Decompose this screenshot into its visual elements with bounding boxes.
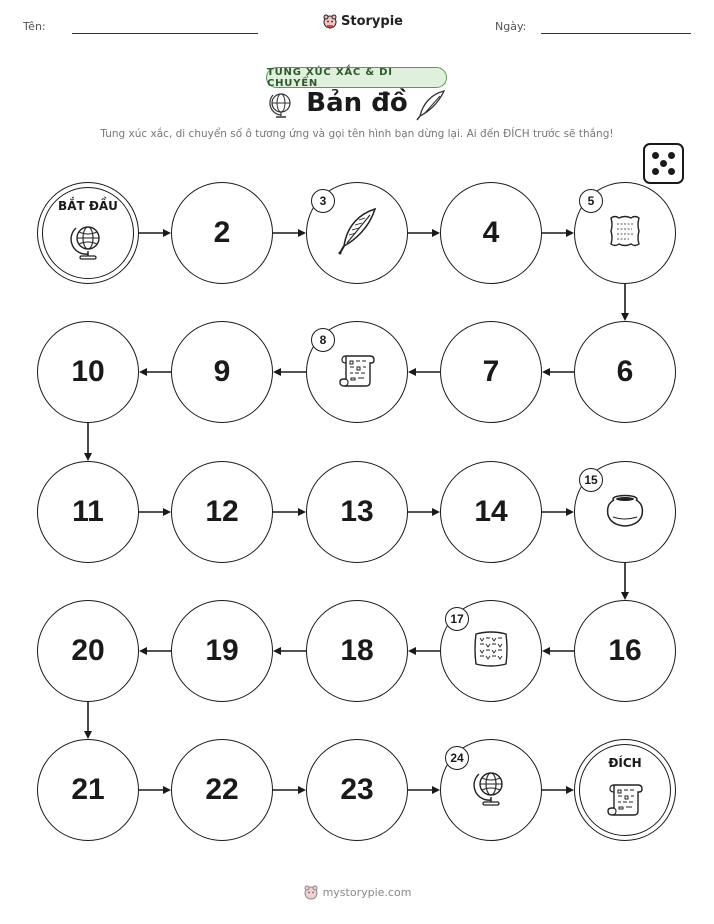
board-cell-15[interactable] <box>574 461 676 563</box>
cell-number-badge: 5 <box>579 189 603 213</box>
board-cell-17[interactable] <box>440 600 542 702</box>
cell-number: 21 <box>71 773 105 806</box>
board-cell-24[interactable] <box>440 739 542 841</box>
board-cell-2[interactable] <box>171 182 273 284</box>
arrow-head <box>432 786 440 794</box>
board-cell-22[interactable] <box>171 739 273 841</box>
arrow-head <box>298 229 306 237</box>
cell-number-badge: 3 <box>311 189 335 213</box>
board-cell-20[interactable] <box>37 600 139 702</box>
board-cell-13[interactable] <box>306 461 408 563</box>
cell-number: 18 <box>340 634 374 667</box>
date-label: Ngày: <box>495 20 527 33</box>
arrow-head <box>621 313 629 321</box>
arrow-head <box>298 508 306 516</box>
board-cell-4[interactable] <box>440 182 542 284</box>
cell-number: 2 <box>213 216 231 249</box>
mascot-icon <box>303 884 319 900</box>
board-cell-9[interactable] <box>171 321 273 423</box>
arrow-head <box>432 508 440 516</box>
pot-icon <box>603 491 647 534</box>
globe-icon <box>70 222 106 267</box>
board-cell-23[interactable] <box>306 739 408 841</box>
cell-number-badge: 15 <box>579 468 603 492</box>
cell-label: BẮT ĐẦU <box>58 199 118 213</box>
arrow-head <box>621 592 629 600</box>
cell-number-badge: 24 <box>445 746 469 770</box>
cell-number: 14 <box>474 495 508 528</box>
cell-number: 9 <box>213 355 231 388</box>
cell-number: 13 <box>340 495 374 528</box>
cell-number: 12 <box>205 495 239 528</box>
name-label: Tên: <box>23 20 46 33</box>
board-cell-14[interactable] <box>440 461 542 563</box>
arrow-head <box>84 453 92 461</box>
board-cell-6[interactable] <box>574 321 676 423</box>
arrow-head <box>84 731 92 739</box>
arrow-head <box>566 229 574 237</box>
cell-label: ĐÍCH <box>608 756 642 770</box>
scroll-icon <box>336 350 378 395</box>
arrow-head <box>298 786 306 794</box>
footer <box>0 884 714 900</box>
tablet-icon <box>471 628 511 675</box>
arrow-head <box>139 647 147 655</box>
cell-number: 20 <box>71 634 105 667</box>
cell-number: 16 <box>608 634 642 667</box>
board-cell-19[interactable] <box>171 600 273 702</box>
arrow-head <box>566 508 574 516</box>
arrow-head <box>163 786 171 794</box>
board-cell-12[interactable] <box>171 461 273 563</box>
brand-name: Storypie <box>341 13 403 29</box>
cell-number: 22 <box>205 773 239 806</box>
cell-number: 19 <box>205 634 239 667</box>
cell-number: 7 <box>482 355 500 388</box>
board-cell-7[interactable] <box>440 321 542 423</box>
cell-number: 6 <box>616 355 634 388</box>
scroll-icon <box>604 779 646 824</box>
board-cell-16[interactable] <box>574 600 676 702</box>
arrow-head <box>542 647 550 655</box>
cell-number: 10 <box>71 355 105 388</box>
category-pill: TUNG XÚC XẮC & DI CHUYỂN <box>266 67 447 88</box>
parchment-icon <box>605 211 645 256</box>
arrow-head <box>273 647 281 655</box>
arrow-head <box>542 368 550 376</box>
board-cell-8[interactable] <box>306 321 408 423</box>
cell-number-badge: 17 <box>445 607 469 631</box>
cell-number: 4 <box>482 216 500 249</box>
arrow-head <box>432 229 440 237</box>
board-cell-18[interactable] <box>306 600 408 702</box>
cell-number-badge: 8 <box>311 328 335 352</box>
cell-number: 11 <box>72 495 104 528</box>
board-cell-10[interactable] <box>37 321 139 423</box>
instructions: Tung xúc xắc, di chuyển số ô tương ứng và gọi tên hình bạn dừng lại. Ai đến ĐÍCH trước sẽ thắng! <box>100 128 614 140</box>
footer-url[interactable]: mystorypie.com <box>322 885 412 899</box>
finish-cell[interactable] <box>574 739 676 841</box>
board-cell-21[interactable] <box>37 739 139 841</box>
arrow-head <box>163 229 171 237</box>
quill-icon <box>335 206 379 261</box>
globe-icon <box>473 768 509 813</box>
arrow-head <box>408 647 416 655</box>
board-cell-11[interactable] <box>37 461 139 563</box>
arrow-head <box>408 368 416 376</box>
page-title: Bản đồ <box>306 88 408 118</box>
start-cell[interactable] <box>37 182 139 284</box>
arrow-head <box>566 786 574 794</box>
arrow-head <box>139 368 147 376</box>
cell-number: 23 <box>340 773 374 806</box>
arrow-head <box>273 368 281 376</box>
board-cell-5[interactable] <box>574 182 676 284</box>
arrow-head <box>163 508 171 516</box>
board-cell-3[interactable] <box>306 182 408 284</box>
